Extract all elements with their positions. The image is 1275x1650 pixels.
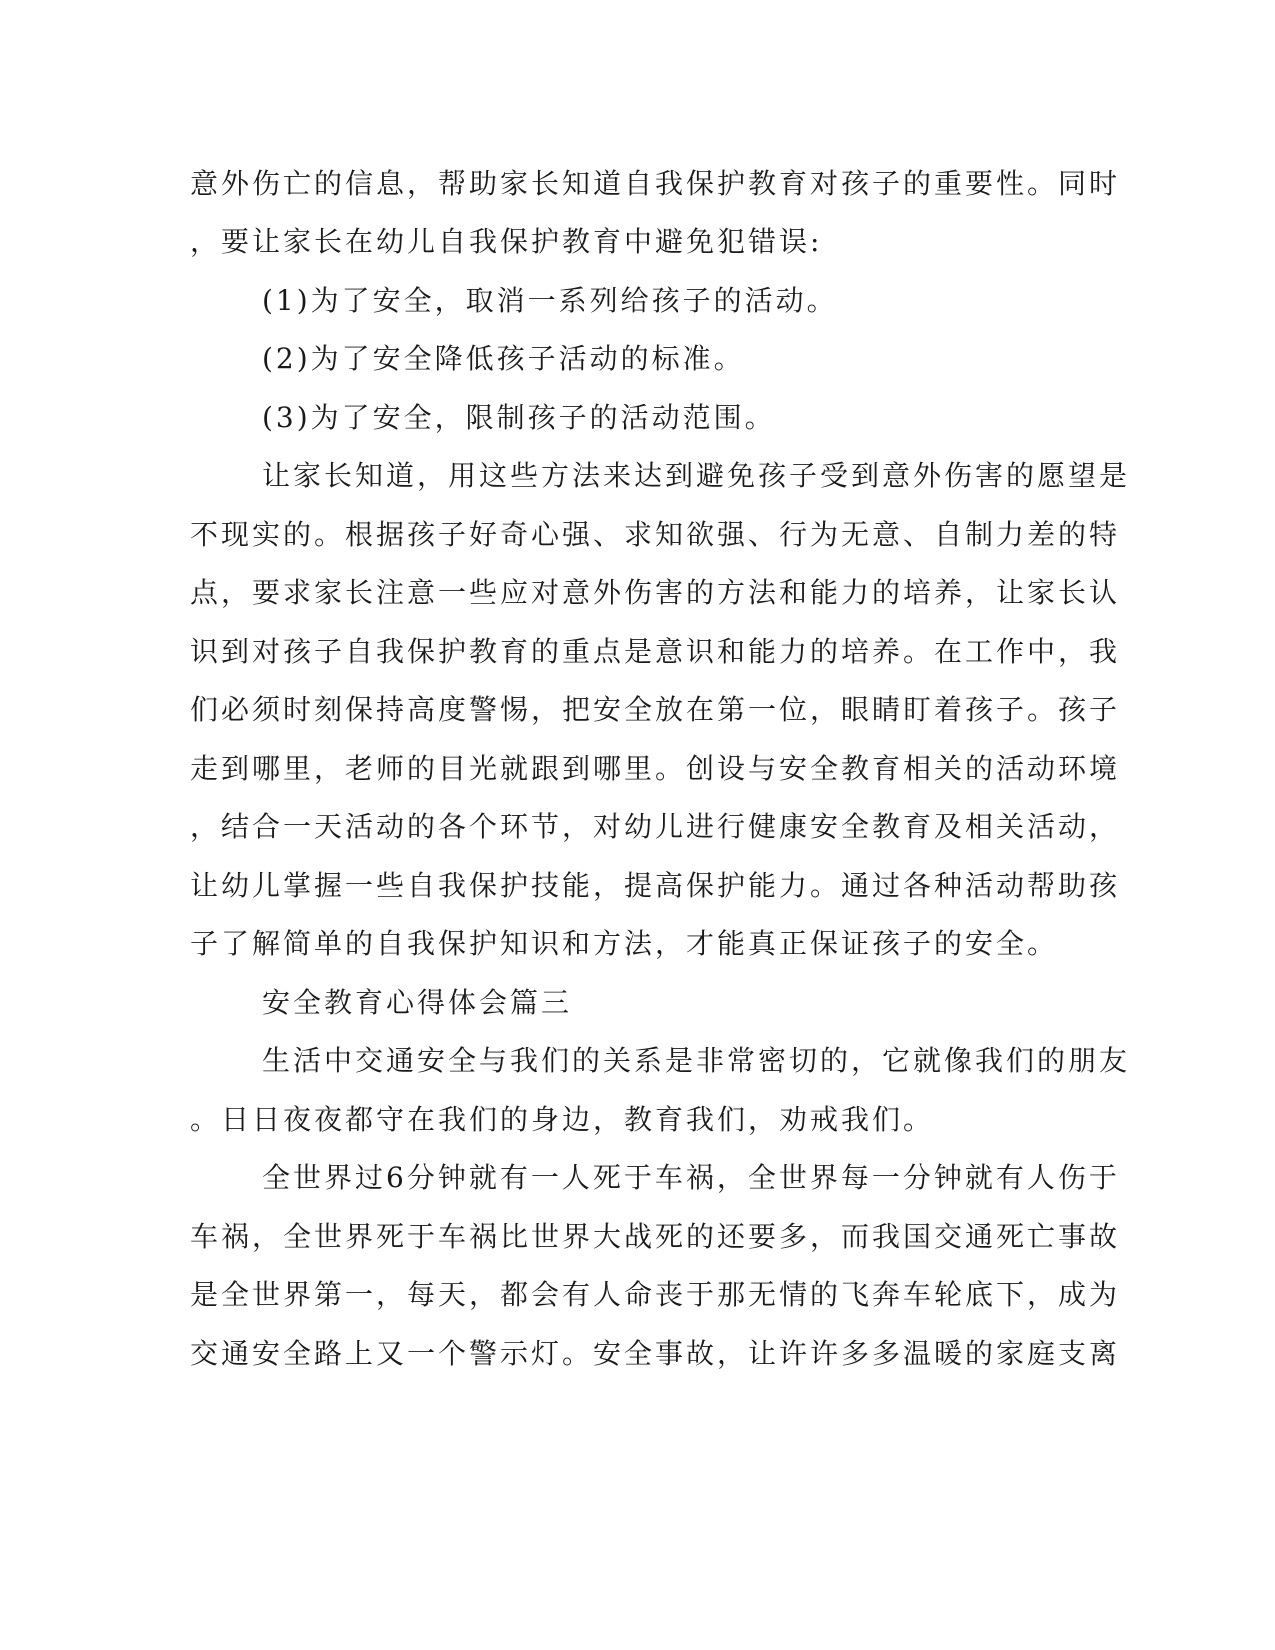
paragraph-line: 不现实的。根据孩子好奇心强、求知欲强、行为无意、自制力差的特 [190, 518, 1121, 551]
paragraph-line: 点，要求家长注意一些应对意外伤害的方法和能力的培养，让家长认 [190, 576, 1121, 609]
paragraph-line: 子了解简单的自我保护知识和方法，才能真正保证孩子的安全。 [190, 927, 1059, 960]
paragraph-line: 。日日夜夜都守在我们的身边，教育我们，劝戒我们。 [190, 1103, 935, 1136]
paragraph-line: 车祸，全世界死于车祸比世界大战死的还要多，而我国交通死亡事故 [190, 1220, 1121, 1253]
paragraph-line: 交通安全路上又一个警示灯。安全事故，让许许多多温暖的家庭支离 [190, 1337, 1121, 1370]
list-item-1: (1)为了安全，取消一系列给孩子的活动。 [262, 284, 838, 317]
paragraph-line: 让幼儿掌握一些自我保护技能，提高保护能力。通过各种活动帮助孩 [190, 869, 1121, 902]
section-heading: 安全教育心得体会篇三 [262, 986, 573, 1019]
list-item-3: (3)为了安全，限制孩子的活动范围。 [262, 401, 776, 434]
paragraph-line: ，结合一天活动的各个环节，对幼儿进行健康安全教育及相关活动， [190, 810, 1121, 843]
paragraph-line: 生活中交通安全与我们的关系是非常密切的，它就像我们的朋友 [262, 1044, 1131, 1077]
paragraph-line: 走到哪里，老师的目光就跟到哪里。创设与安全教育相关的活动环境 [190, 752, 1121, 785]
paragraph-line: ，要让家长在幼儿自我保护教育中避免犯错误: [190, 225, 823, 258]
paragraph-line: 识到对孩子自我保护教育的重点是意识和能力的培养。在工作中，我 [190, 635, 1121, 668]
paragraph-line: 全世界过6分钟就有一人死于车祸，全世界每一分钟就有人伤于 [262, 1161, 1120, 1194]
paragraph-line: 意外伤亡的信息，帮助家长知道自我保护教育对孩子的重要性。同时 [190, 167, 1121, 200]
list-item-2: (2)为了安全降低孩子活动的标准。 [262, 342, 745, 375]
paragraph-line: 是全世界第一，每天，都会有人命丧于那无情的飞奔车轮底下，成为 [190, 1278, 1121, 1311]
paragraph-line: 让家长知道，用这些方法来达到避免孩子受到意外伤害的愿望是 [262, 459, 1131, 492]
paragraph-line: 们必须时刻保持高度警惕，把安全放在第一位，眼睛盯着孩子。孩子 [190, 693, 1121, 726]
